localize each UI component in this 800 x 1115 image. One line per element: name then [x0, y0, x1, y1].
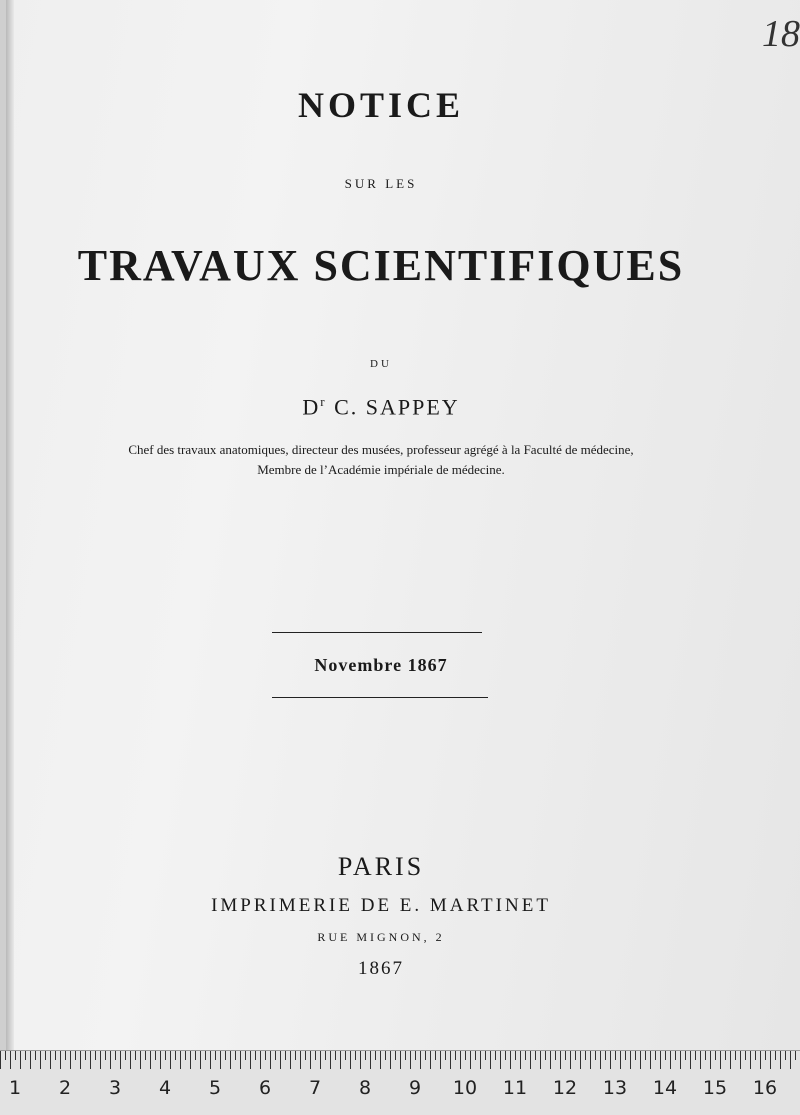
- ruler-number: 5: [208, 1077, 222, 1099]
- ruler-ticks: [0, 1051, 800, 1073]
- publication-date: Novembre 1867: [314, 655, 448, 675]
- author-title: D: [302, 394, 321, 420]
- affiliation-line-2: Membre de l’Académie impériale de médecine.: [257, 462, 505, 477]
- subtitle-prefix: SUR LES: [344, 176, 418, 191]
- margin-mark: 18: [762, 13, 800, 55]
- ruler-number: 14: [652, 1077, 678, 1099]
- ruler-number: 9: [408, 1077, 422, 1099]
- affiliation-line-1: Chef des travaux anatomiques, directeur des musées, professeur agrégé à la Faculté de médecine,: [128, 442, 634, 457]
- city: PARIS: [337, 852, 425, 881]
- notice-title: NOTICE: [297, 85, 465, 125]
- ruler-number: 2: [58, 1077, 72, 1099]
- by-label: DU: [370, 358, 392, 370]
- publication-year: 1867: [358, 958, 404, 979]
- ruler-number: 4: [158, 1077, 172, 1099]
- affiliation: [6, 440, 756, 480]
- ruler-number: 3: [108, 1077, 122, 1099]
- divider-top: [272, 632, 482, 633]
- document-page: [6, 0, 800, 1050]
- street: RUE MIGNON, 2: [317, 930, 445, 944]
- ruler-number: 15: [702, 1077, 728, 1099]
- ruler-number: 11: [502, 1077, 528, 1099]
- ruler-number: 6: [258, 1077, 272, 1099]
- divider-bottom: [272, 697, 488, 698]
- author-name: C. SAPPEY: [326, 394, 460, 420]
- ruler-number: 7: [308, 1077, 322, 1099]
- measurement-ruler: [0, 1050, 800, 1115]
- ruler-number: 16: [752, 1077, 778, 1099]
- author-line: [6, 394, 756, 420]
- ruler-number: 1: [8, 1077, 22, 1099]
- printer: IMPRIMERIE DE E. MARTINET: [211, 895, 551, 916]
- page-edge: [6, 0, 14, 1050]
- ruler-number: 10: [452, 1077, 478, 1099]
- main-title: TRAVAUX SCIENTIFIQUES: [77, 241, 685, 290]
- ruler-number: 8: [358, 1077, 372, 1099]
- ruler-number: 12: [552, 1077, 578, 1099]
- author-title-sup: r: [320, 394, 327, 409]
- ruler-number: 13: [602, 1077, 628, 1099]
